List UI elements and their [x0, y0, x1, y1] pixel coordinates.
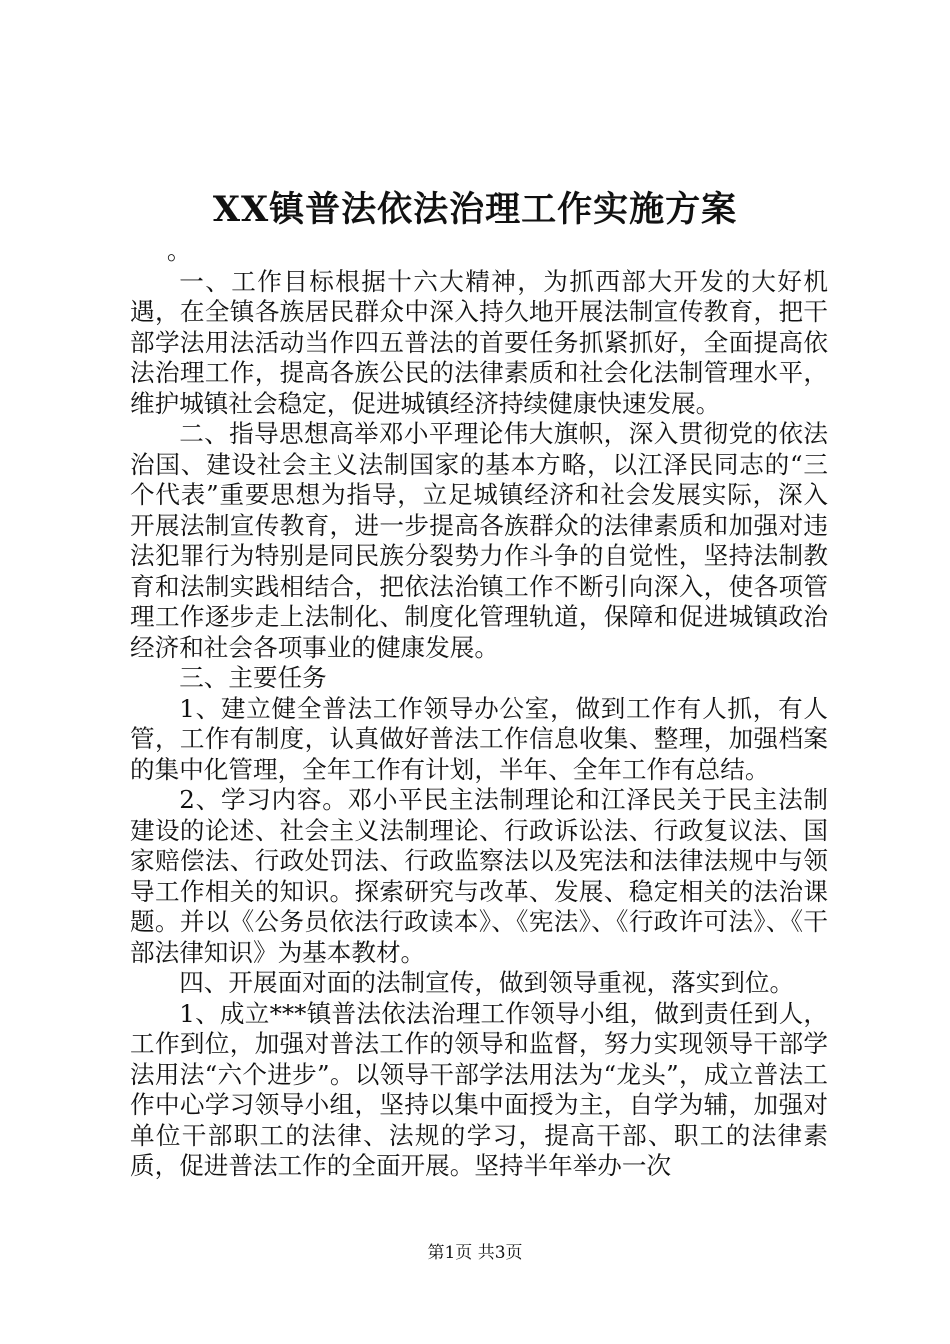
- paragraph-section-4-heading: 四、开展面对面的法制宣传，做到领导重视，落实到位。: [179, 968, 795, 997]
- document-body: [130, 236, 828, 1182]
- paragraph-work-goals: 一、工作目标根据十六大精神，为抓西部大开发的大好机遇，在全镇各族居民群众中深入持久地开展法制宣传教育，把干部学法用法活动当作四五普法的首要任务抓紧抓好，全面提高依法治理工作，提高各族公民的法律素质和社会化法制管理水平，维护城镇社会稳定，促进城镇经济持续健康快速发展。: [130, 266, 828, 418]
- page-footer: 第1页 共3页: [427, 1243, 523, 1263]
- paragraph-main-tasks-heading: 三、主要任务: [179, 663, 327, 692]
- paragraph-leading-mark: 。: [166, 236, 192, 265]
- paragraph-task-2: 2、学习内容。邓小平民主法制理论和江泽民关于民主法制建设的论述、社会主义法制理论、行政诉讼法、行政复议法、国家赔偿法、行政处罚法、行政监察法以及宪法和法律法规中与领导工作相关的知识。探索研究与改革、发展、稳定相关的法治课题。并以《公务员依法行政读本》、《宪法》、《行政许可法》、《干部法律知识》为基本教材。: [130, 785, 828, 967]
- paragraph-guiding-ideology: 二、指导思想高举邓小平理论伟大旗帜，深入贯彻党的依法治国、建设社会主义法制国家的基本方略，以江泽民同志的“三个代表”重要思想为指导，立足城镇经济和社会发展实际，深入开展法制宣传教育，进一步提高各族群众的法律素质和加强对违法犯罪行为特别是同民族分裂势力作斗争的自觉性，坚持法制教育和法制实践相结合，把依法治镇工作不断引向深入，使各项管理工作逐步走上法制化、制度化管理轨道，保障和促进城镇政治经济和社会各项事业的健康发展。: [130, 419, 828, 662]
- document-title: XX镇普法依法治理工作实施方案: [212, 189, 738, 230]
- paragraph-task-1: 1、建立健全普法工作领导办公室，做到工作有人抓，有人管，工作有制度，认真做好普法工作信息收集、整理，加强档案的集中化管理，全年工作有计划，半年、全年工作有总结。: [130, 693, 828, 784]
- paragraph-section-4-item-1: 1、成立***镇普法依法治理工作领导小组，做到责任到人，工作到位，加强对普法工作的领导和监督，努力实现领导干部学法用法“六个进步”。以领导干部学法用法为“龙头”，成立普法工作中心学习领导小组，坚持以集中面授为主，自学为辅，加强对单位干部职工的法律、法规的学习，提高干部、职工的法律素质，促进普法工作的全面开展。坚持半年举办一次: [130, 998, 828, 1180]
